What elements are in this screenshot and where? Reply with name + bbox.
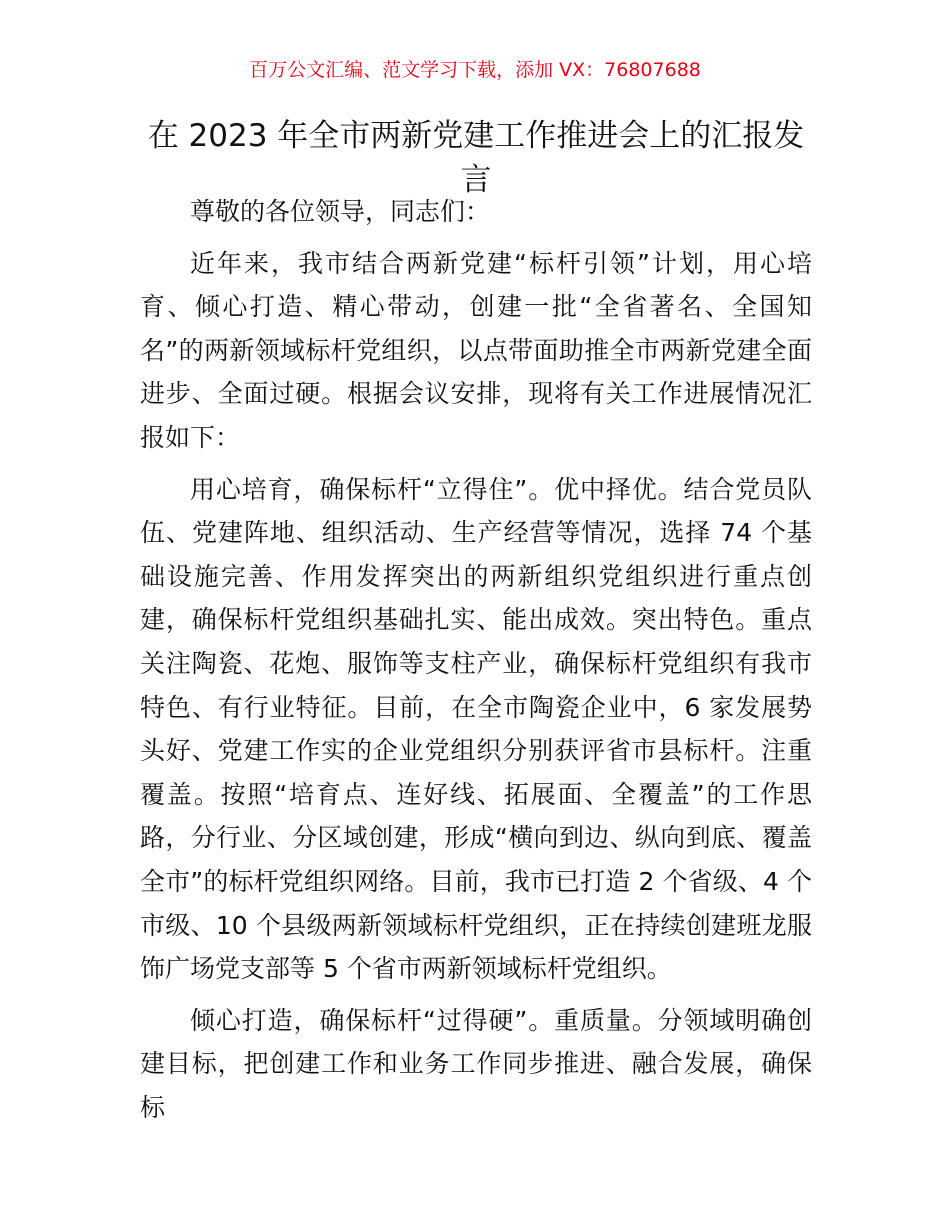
paragraph-salutation: 尊敬的各位领导，同志们： (190, 197, 491, 226)
paragraph-building: 倾心打造，确保标杆“过得硬”。重质量。分领域明确创建目标，把创建工作和业务工作同步推进、融合发展，确保标 (140, 1005, 812, 1122)
document-title: 在 2023 年全市两新党建工作推进会上的汇报发言 (147, 118, 805, 198)
paragraph-cultivation: 用心培育，确保标杆“立得住”。优中择优。结合党员队伍、党建阵地、组织活动、生产经营等情况，选择 74 个基础设施完善、作用发挥突出的两新组织党组织进行重点创建，确保标杆党组织基础扎实、能出成效。突出特色。重点关注陶瓷、花炮、服饰等支柱产业，确保标杆党组织有我市特色、有行业特征。目前，在全市陶瓷企业中，6 家发展势头好、党建工作实的企业党组织分别获评省市县标杆。注重覆盖。按照“培育点、连好线、拓展面、全覆盖”的工作思路，分行业、分区域创建，形成“横向到边、纵向到底、覆盖全市”的标杆党组织网络。目前，我市已打造 2 个省级、4 个市级、10 个县级两新领域标杆党组织，正在持续创建班龙服饰广场党支部等 5 个省市两新领域标杆党组织。 (140, 474, 812, 984)
paragraph-intro: 近年来，我市结合两新党建“标杆引领”计划，用心培育、倾心打造、精心带动，创建一批“全省著名、全国知名”的两新领域标杆党组织，以点带面助推全市两新党建全面进步、全面过硬。根据会议安排，现将有关工作进展情况汇报如下： (140, 248, 812, 452)
document-body (140, 190, 812, 1137)
header-note: 百万公文汇编、范文学习下载，添加 VX：76807688 (249, 59, 701, 81)
